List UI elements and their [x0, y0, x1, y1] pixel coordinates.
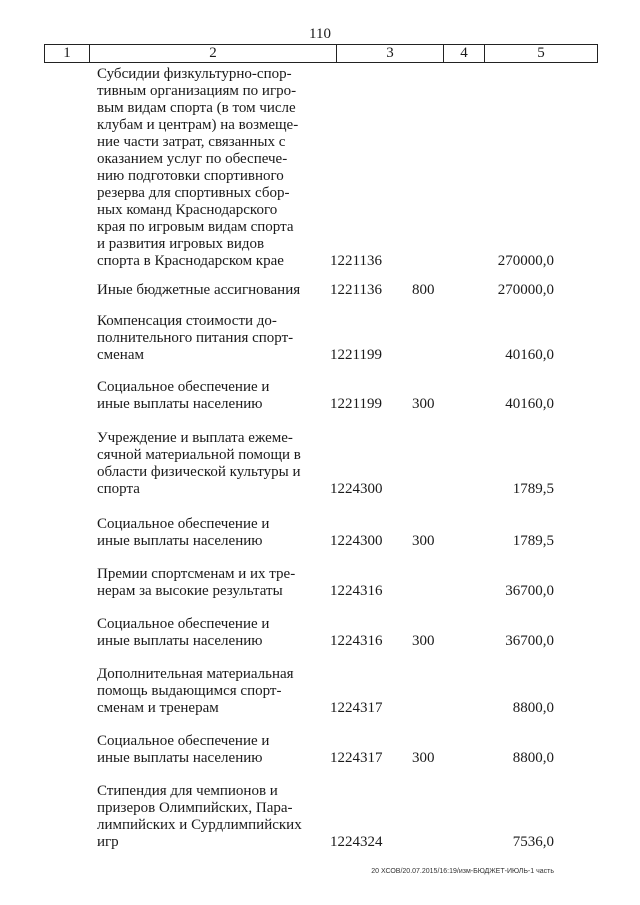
amount-value: 40160,0 — [505, 396, 554, 412]
description-line: призеров Олимпийских, Пара- — [97, 800, 293, 816]
description-line: Субсидии физкультурно-спор- — [97, 66, 292, 82]
column-header-row — [45, 45, 598, 63]
amount-value: 270000,0 — [497, 253, 554, 269]
description-line: сячной материальной помощи в — [97, 447, 301, 463]
description-line: Социальное обеспечение и — [97, 616, 270, 632]
column-header-1: 1 — [45, 45, 90, 63]
page-number: 110 — [309, 26, 331, 42]
amount-value: 1789,5 — [512, 533, 554, 549]
description-line: нерам за высокие результаты — [97, 583, 283, 599]
description-line: края по игровым видам спорта — [97, 219, 294, 235]
description-line: Премии спортсменам и их тре- — [97, 566, 296, 582]
row-description — [97, 282, 303, 299]
target-article-code: 1224316 — [330, 633, 383, 649]
description-line: иные выплаты населению — [97, 750, 263, 766]
description-line: резерва для спортивных сбор- — [97, 185, 290, 201]
target-article-code: 1221136 — [330, 282, 382, 298]
amount-value: 36700,0 — [505, 583, 554, 599]
target-article-code: 1224324 — [330, 834, 383, 850]
target-article-code: 1224316 — [330, 583, 383, 599]
description-line: Иные бюджетные ассигнования — [97, 282, 301, 298]
column-header-3: 3 — [337, 45, 444, 63]
amount-value: 8800,0 — [512, 700, 554, 716]
amount-value: 8800,0 — [512, 750, 554, 766]
row-description — [97, 783, 303, 851]
description-line: тивным организациям по игро- — [97, 83, 297, 99]
description-line: спорта — [97, 481, 140, 497]
description-line: вым видам спорта (в том числе — [97, 100, 296, 116]
description-line: Социальное обеспечение и — [97, 379, 270, 395]
description-line: иные выплаты населению — [97, 633, 263, 649]
row-description — [97, 516, 303, 550]
description-line: Социальное обеспечение и — [97, 516, 270, 532]
target-article-code: 1221199 — [330, 396, 382, 412]
row-description — [97, 379, 303, 413]
description-line: Дополнительная материальная — [97, 666, 294, 682]
expense-type-code: 300 — [412, 633, 435, 649]
description-line: оказанием услуг по обеспече- — [97, 151, 288, 167]
description-line: спорта в Краснодарском крае — [97, 253, 284, 269]
row-description — [97, 616, 303, 650]
description-line: Стипендия для чемпионов и — [97, 783, 278, 799]
target-article-code: 1224317 — [330, 700, 383, 716]
description-line: игр — [97, 834, 119, 850]
amount-value: 40160,0 — [505, 347, 554, 363]
description-line: Социальное обеспечение и — [97, 733, 270, 749]
column-header-table — [44, 44, 598, 63]
description-line: иные выплаты населению — [97, 533, 263, 549]
row-description — [97, 733, 303, 767]
description-line: ние части затрат, связанных с — [97, 134, 286, 150]
target-article-code: 1224300 — [330, 533, 383, 549]
amount-value: 36700,0 — [505, 633, 554, 649]
row-description — [97, 313, 303, 364]
description-line: сменам и тренерам — [97, 700, 219, 716]
column-header-5: 5 — [485, 45, 598, 63]
amount-value: 270000,0 — [497, 282, 554, 298]
target-article-code: 1224300 — [330, 481, 383, 497]
column-header-2: 2 — [90, 45, 337, 63]
row-description — [97, 666, 303, 717]
target-article-code: 1224317 — [330, 750, 383, 766]
description-line: сменам — [97, 347, 144, 363]
column-header-4: 4 — [444, 45, 485, 63]
target-article-code: 1221136 — [330, 253, 382, 269]
expense-type-code: 300 — [412, 396, 435, 412]
expense-type-code: 300 — [412, 750, 435, 766]
amount-value: 7536,0 — [512, 834, 554, 850]
description-line: полнительного питания спорт- — [97, 330, 294, 346]
expense-type-code: 800 — [412, 282, 435, 298]
description-line: и развития игровых видов — [97, 236, 265, 252]
description-line: Компенсация стоимости до- — [97, 313, 277, 329]
row-description — [97, 66, 303, 270]
description-line: Учреждение и выплата ежеме- — [97, 430, 293, 446]
description-line: области физической культуры и — [97, 464, 301, 480]
description-line: лимпийских и Сурдлимпийских — [97, 817, 302, 833]
row-description — [97, 430, 303, 498]
description-line: ных команд Краснодарского — [97, 202, 278, 218]
description-line: клубам и центрам) на возмеще- — [97, 117, 299, 133]
target-article-code: 1221199 — [330, 347, 382, 363]
amount-value: 1789,5 — [512, 481, 554, 497]
expense-type-code: 300 — [412, 533, 435, 549]
description-line: помощь выдающимся спорт- — [97, 683, 282, 699]
row-description — [97, 566, 303, 600]
footer-reference: 20 ХСОВ/20.07.2015/16:19/изм-БЮДЖЕТ-ИЮЛЬ-1 часть — [371, 868, 554, 875]
description-line: иные выплаты населению — [97, 396, 263, 412]
description-line: нию подготовки спортивного — [97, 168, 284, 184]
